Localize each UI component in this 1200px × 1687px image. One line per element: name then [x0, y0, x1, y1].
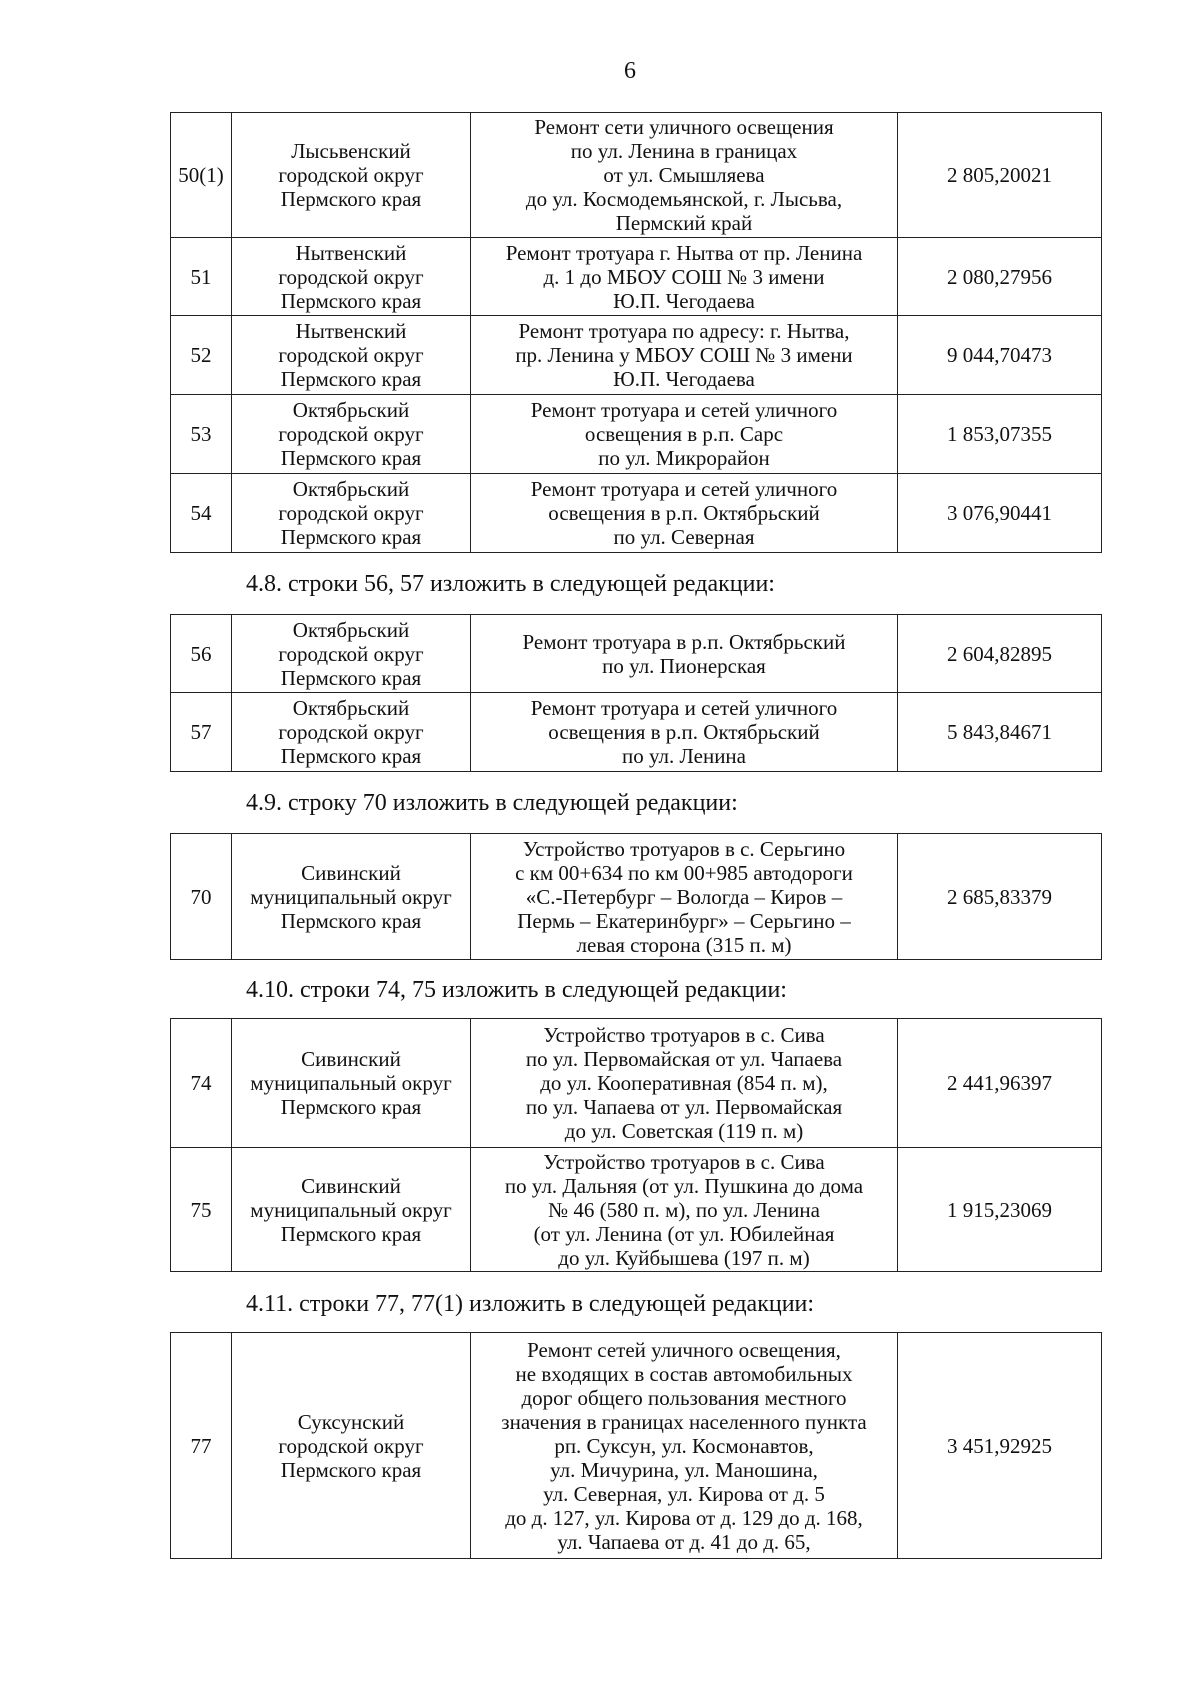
municipality-cell: Лысьвенский городской округ Пермского края: [232, 113, 471, 238]
municipality-cell: Сивинский муниципальный округ Пермского края: [232, 1148, 471, 1272]
work-description-cell: Ремонт тротуара в р.п. Октябрьский по ул. Пионерская: [471, 615, 898, 693]
clause-4-9: 4.9. строку 70 изложить в следующей редакции:: [246, 790, 738, 816]
table-row: [171, 1333, 1102, 1559]
table-row: [171, 1019, 1102, 1148]
municipality-cell: Октябрьский городской округ Пермского края: [232, 474, 471, 553]
work-description-cell: Устройство тротуаров в с. Сива по ул. Первомайская от ул. Чапаева до ул. Кооперативная (854 п. м), по ул. Чапаева от ул. Первомайская до ул. Советская (119 п. м): [471, 1019, 898, 1148]
row-number: 54: [171, 474, 232, 553]
table-row: [171, 615, 1102, 693]
work-description-cell: Ремонт сетей уличного освещения, не входящих в состав автомобильных дорог общего пользования местного значения в границах населенного пункта рп. Суксун, ул. Космонавтов, ул. Мичурина, ул. Маношина, ул. Северная, ул. Кирова от д. 5 до д. 127, ул. Кирова от д. 129 до д. 168, ул. Чапаева от д. 41 до д. 65,: [471, 1333, 898, 1559]
amount-cell: 5 843,84671: [898, 693, 1102, 772]
row-number: 70: [171, 834, 232, 960]
row-number: 77: [171, 1333, 232, 1559]
table-row: [171, 693, 1102, 772]
amount-cell: 2 080,27956: [898, 238, 1102, 316]
work-description-cell: Устройство тротуаров в с. Сива по ул. Дальняя (от ул. Пушкина до дома № 46 (580 п. м), по ул. Ленина (от ул. Ленина (от ул. Юбилейная до ул. Куйбышева (197 п. м): [471, 1148, 898, 1272]
work-description-cell: Ремонт тротуара г. Нытва от пр. Ленина д. 1 до МБОУ СОШ № 3 имени Ю.П. Чегодаева: [471, 238, 898, 316]
table-row: [171, 1148, 1102, 1272]
table-row: [171, 113, 1102, 238]
work-description-cell: Ремонт тротуара и сетей уличного освещения в р.п. Сарс по ул. Микрорайон: [471, 395, 898, 474]
amount-cell: 2 685,83379: [898, 834, 1102, 960]
municipality-cell: Сивинский муниципальный округ Пермского края: [232, 834, 471, 960]
clause-4-11: 4.11. строки 77, 77(1) изложить в следующей редакции:: [246, 1291, 815, 1317]
table-row: [171, 834, 1102, 960]
amount-cell: 3 451,92925: [898, 1333, 1102, 1559]
table-row-70: [170, 833, 1102, 960]
work-description-cell: Устройство тротуаров в с. Серьгино с км 00+634 по км 00+985 автодороги «С.-Петербург – Вологда – Киров – Пермь – Екатеринбург» – Серьгино – левая сторона (315 п. м): [471, 834, 898, 960]
municipality-cell: Октябрьский городской округ Пермского края: [232, 395, 471, 474]
row-number: 57: [171, 693, 232, 772]
row-number: 50(1): [171, 113, 232, 238]
municipality-cell: Нытвенский городской округ Пермского края: [232, 238, 471, 316]
table-row: [171, 474, 1102, 553]
work-description-cell: Ремонт тротуара по адресу: г. Нытва, пр. Ленина у МБОУ СОШ № 3 имени Ю.П. Чегодаева: [471, 316, 898, 395]
amount-cell: 3 076,90441: [898, 474, 1102, 553]
work-description-cell: Ремонт сети уличного освещения по ул. Ленина в границах от ул. Смышляева до ул. Космодемьянской, г. Лысьва, Пермский край: [471, 113, 898, 238]
clause-4-10: 4.10. строки 74, 75 изложить в следующей редакции:: [246, 977, 787, 1003]
clause-4-8: 4.8. строки 56, 57 изложить в следующей редакции:: [246, 571, 775, 597]
amount-cell: 2 441,96397: [898, 1019, 1102, 1148]
table-row: [171, 238, 1102, 316]
row-number: 56: [171, 615, 232, 693]
amount-cell: 9 044,70473: [898, 316, 1102, 395]
row-number: 53: [171, 395, 232, 474]
amount-cell: 2 604,82895: [898, 615, 1102, 693]
row-number: 75: [171, 1148, 232, 1272]
row-number: 52: [171, 316, 232, 395]
amount-cell: 2 805,20021: [898, 113, 1102, 238]
table-row-77: [170, 1332, 1102, 1559]
table-rows-56-57: [170, 614, 1102, 772]
row-number: 74: [171, 1019, 232, 1148]
table-rows-50-54: [170, 112, 1102, 553]
work-description-cell: Ремонт тротуара и сетей уличного освещения в р.п. Октябрьский по ул. Ленина: [471, 693, 898, 772]
table-row: [171, 316, 1102, 395]
amount-cell: 1 915,23069: [898, 1148, 1102, 1272]
table-rows-74-75: [170, 1018, 1102, 1272]
row-number: 51: [171, 238, 232, 316]
municipality-cell: Октябрьский городской округ Пермского края: [232, 693, 471, 772]
municipality-cell: Нытвенский городской округ Пермского края: [232, 316, 471, 395]
page-number: 6: [624, 58, 636, 84]
table-row: [171, 395, 1102, 474]
municipality-cell: Сивинский муниципальный округ Пермского края: [232, 1019, 471, 1148]
municipality-cell: Суксунский городской округ Пермского края: [232, 1333, 471, 1559]
work-description-cell: Ремонт тротуара и сетей уличного освещения в р.п. Октябрьский по ул. Северная: [471, 474, 898, 553]
amount-cell: 1 853,07355: [898, 395, 1102, 474]
municipality-cell: Октябрьский городской округ Пермского края: [232, 615, 471, 693]
